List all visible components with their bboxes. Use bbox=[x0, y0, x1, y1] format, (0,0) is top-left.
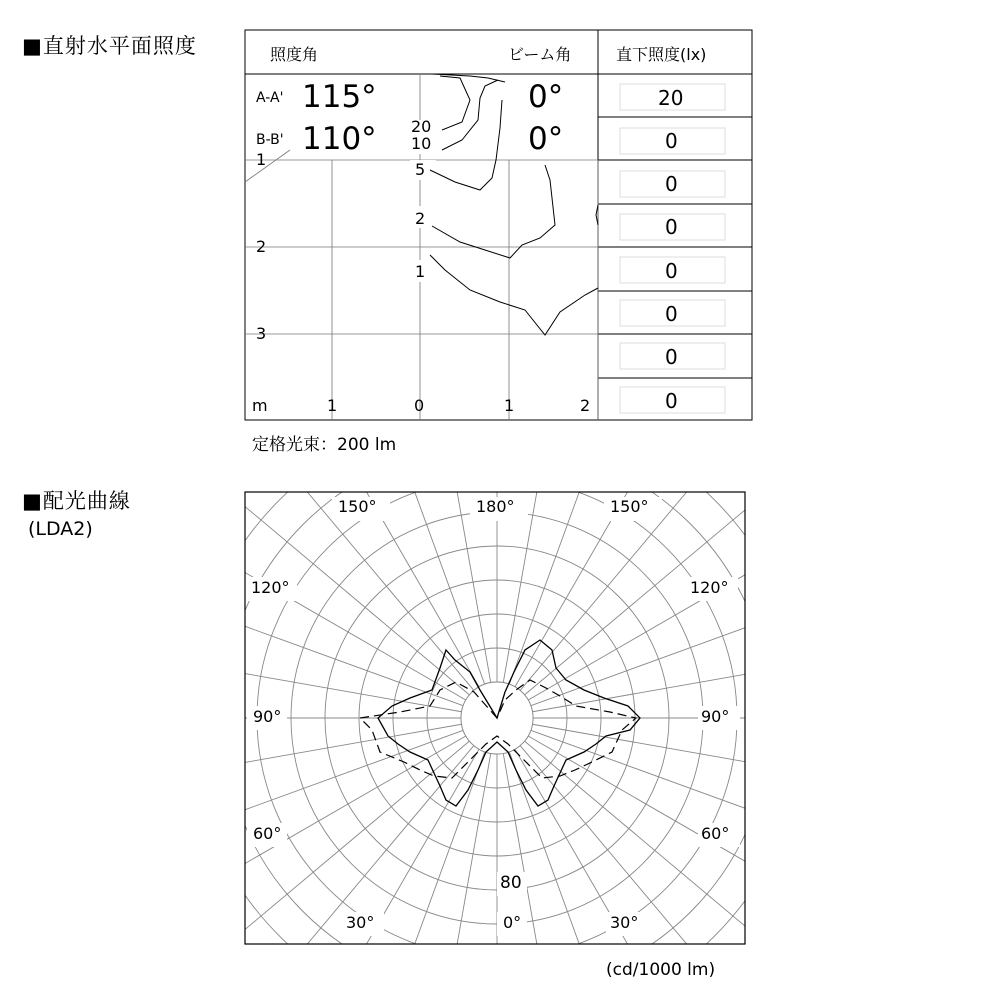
illum-value-1: 20 bbox=[658, 86, 684, 110]
contour-label-5: 5 bbox=[415, 160, 426, 179]
axis-unit: m bbox=[252, 396, 268, 415]
polar-spoke bbox=[531, 540, 986, 706]
contour-label-2: 2 bbox=[415, 209, 426, 228]
polar-label-60-left: 60° bbox=[253, 824, 282, 843]
polar-spoke bbox=[515, 268, 757, 687]
polar-label-0: 0° bbox=[503, 913, 522, 932]
polar-label-30-right: 30° bbox=[610, 913, 639, 932]
illum-value-4: 0 bbox=[665, 215, 678, 239]
polar-spoke bbox=[237, 749, 479, 1000]
polar-spoke bbox=[163, 320, 474, 691]
intensity-unit: (cd/1000 lm) bbox=[606, 960, 716, 980]
polar-spoke bbox=[47, 736, 466, 978]
polar-spoke bbox=[8, 540, 463, 706]
polar-scale-label: 80 bbox=[500, 873, 522, 893]
row-angle-aa: 115° bbox=[302, 79, 377, 115]
x-tick-left-1: 1 bbox=[327, 396, 338, 415]
polar-spoke bbox=[528, 736, 947, 978]
polar-spoke bbox=[237, 268, 479, 687]
illum-value-5: 0 bbox=[665, 259, 678, 283]
contour-label-1: 1 bbox=[415, 262, 426, 281]
polar-spoke bbox=[319, 752, 485, 1000]
polar-label-120-left: 120° bbox=[251, 578, 290, 597]
polar-spoke bbox=[407, 206, 491, 683]
x-tick-right-2: 2 bbox=[580, 396, 591, 415]
polar-label-30-left: 30° bbox=[346, 913, 375, 932]
polar-label-180: 180° bbox=[476, 497, 515, 516]
illum-value-6: 0 bbox=[665, 302, 678, 326]
x-tick-right-1: 1 bbox=[504, 396, 515, 415]
y-tick-2: 2 bbox=[256, 237, 267, 256]
illum-value-3: 0 bbox=[665, 172, 678, 196]
y-tick-1: 1 bbox=[256, 150, 267, 169]
beam-angle-header: ビーム角 bbox=[508, 45, 572, 64]
polar-label-150-left: 150° bbox=[338, 497, 377, 516]
illum-value-2: 0 bbox=[665, 129, 678, 153]
polar-spoke bbox=[503, 206, 587, 683]
polar-spoke bbox=[532, 628, 1000, 712]
distribution-section-title: ■配光曲線 bbox=[22, 489, 131, 513]
row-label-bb: B-B' bbox=[256, 132, 284, 148]
x-tick-0: 0 bbox=[414, 396, 425, 415]
rated-flux: 定格光束：200 lm bbox=[252, 435, 397, 455]
polar-spoke bbox=[520, 320, 831, 691]
angle-header: 照度角 bbox=[270, 45, 319, 64]
polar-spoke bbox=[0, 724, 462, 808]
row-beam-aa: 0° bbox=[528, 79, 564, 115]
row-angle-bb: 110° bbox=[302, 121, 377, 157]
polar-label-120-right: 120° bbox=[690, 578, 729, 597]
y-tick-3: 3 bbox=[256, 324, 267, 343]
polar-label-60-right: 60° bbox=[701, 824, 730, 843]
polar-spoke bbox=[525, 384, 896, 695]
polar-spoke bbox=[319, 229, 485, 684]
polar-label-90-right: 90° bbox=[701, 707, 730, 726]
polar-spoke bbox=[509, 229, 675, 684]
illum-value-7: 0 bbox=[665, 345, 678, 369]
polar-spoke bbox=[532, 724, 1000, 808]
distribution-subtitle: (LDA2) bbox=[28, 518, 93, 540]
polar-spoke bbox=[531, 730, 986, 896]
polar-spoke bbox=[8, 730, 463, 896]
polar-spoke bbox=[99, 384, 470, 695]
illum-value-8: 0 bbox=[665, 389, 678, 413]
illuminance-section-title: ■直射水平面照度 bbox=[22, 34, 197, 58]
polar-spoke bbox=[0, 628, 462, 712]
polar-spoke bbox=[163, 746, 474, 1000]
direct-illuminance-header: 直下照度(lx) bbox=[616, 45, 707, 64]
contour-label-10: 10 bbox=[411, 134, 432, 153]
polar-label-90-left: 90° bbox=[253, 707, 282, 726]
contour-label-20: 20 bbox=[411, 117, 432, 136]
polar-label-150-right: 150° bbox=[610, 497, 649, 516]
row-label-aa: A-A' bbox=[256, 90, 284, 106]
row-beam-bb: 0° bbox=[528, 121, 564, 157]
polar-spoke bbox=[407, 753, 491, 1000]
